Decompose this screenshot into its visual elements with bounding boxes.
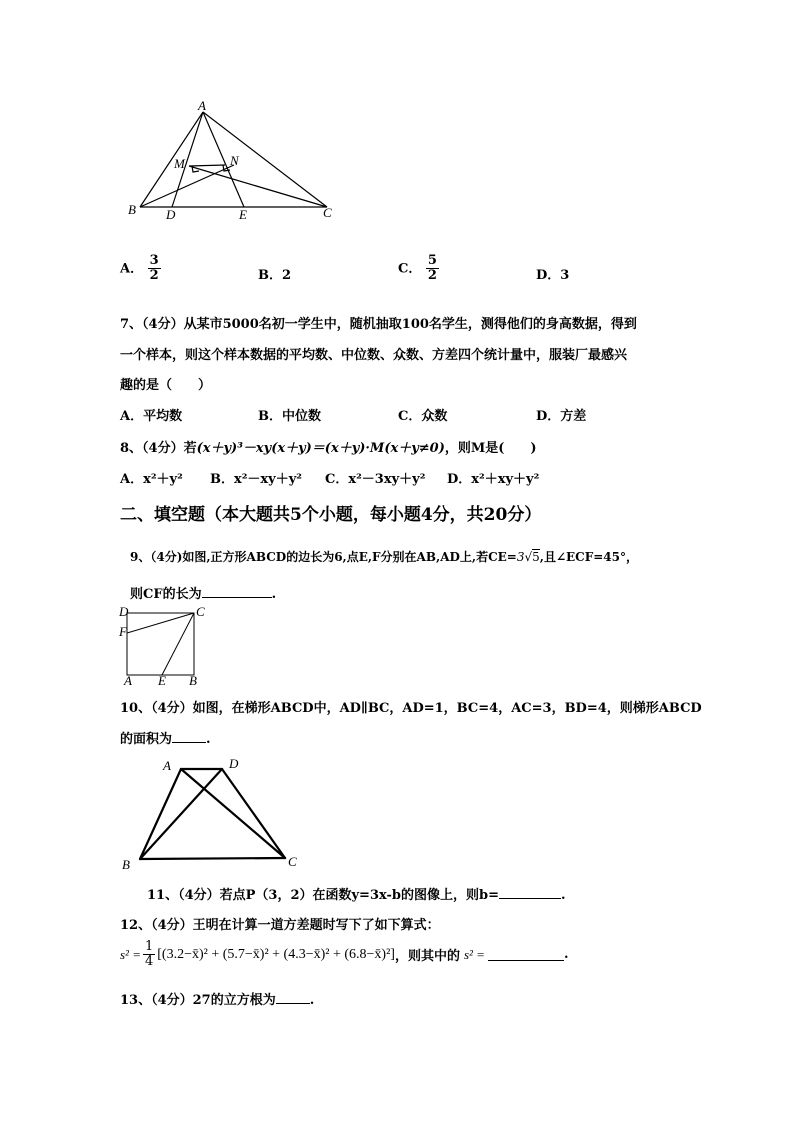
line-ac: [181, 769, 285, 858]
label-d: D: [229, 756, 239, 771]
q8-option-d[interactable]: D．x²＋xy＋y²: [447, 472, 540, 487]
line-cf: [127, 613, 194, 633]
q8-stem: 8、（4分）若(x＋y)³－xy(x＋y)＝(x＋y)·M(x＋y≠0)，则M是( ): [120, 441, 537, 456]
answer-blank[interactable]: [499, 886, 561, 899]
fraction: $\frac{5}{2}$: [427, 253, 437, 284]
label-b: B: [128, 202, 136, 217]
sqrt-symbol: √: [524, 550, 533, 564]
q7-line3: 趣的是（ ）: [120, 378, 212, 393]
label-c: C: [196, 606, 205, 619]
q7-option-c[interactable]: C．众数: [398, 409, 448, 424]
label-e: E: [158, 673, 166, 688]
q6-option-a[interactable]: A． $\frac{3}{2}$: [120, 253, 159, 284]
label-m: M: [174, 156, 185, 171]
fraction: $\frac{3}{2}$: [149, 253, 159, 284]
fraction: $\frac{1}{4}$: [144, 939, 154, 970]
q11-line: 11、（4分）若点P（3，2）在函数y=3x-b的图像上，则b= .: [147, 888, 566, 903]
q8-option-c[interactable]: C．x²－3xy＋y²: [325, 472, 426, 487]
q8-option-b[interactable]: B．x²－xy＋y²: [210, 472, 302, 487]
label-a: A: [124, 673, 132, 688]
q13-line: 13、（4分）27的立方根为 .: [120, 993, 315, 1008]
q7-line2: 一个样本，则这个样本数据的平均数、中位数、众数、方差四个统计量中，服装厂最感兴: [120, 348, 628, 363]
answer-blank[interactable]: [202, 585, 272, 598]
line-ac: [203, 112, 327, 207]
q10-line2: 的面积为 .: [120, 732, 211, 747]
q10-figure: [118, 752, 308, 874]
answer-blank[interactable]: [172, 730, 206, 743]
q9-line2: 则CF的长为 .: [130, 587, 277, 602]
line-bd: [140, 769, 222, 859]
q7-line1: 7、（4分）从某市5000名初一学生中，随机抽取100名学生，测得他们的身高数据，得到: [120, 317, 637, 332]
section-title: 二、填空题（本大题共5个小题，每小题4分，共20分）: [120, 505, 542, 525]
label-e: E: [239, 207, 247, 222]
q6-figure: [120, 100, 340, 225]
label-d: D: [119, 606, 129, 619]
q8-option-a[interactable]: A．x²＋y²: [120, 472, 183, 487]
q6-option-b[interactable]: B．2: [258, 268, 292, 283]
line-cm: [189, 166, 327, 207]
q12-line1: 12、（4分）王明在计算一道方差题时写下了如下算式：: [120, 918, 440, 933]
q9-line1: 9、（4分)如图,正方形ABCD的边长为6,点E,F分别在AB,AD上,若CE=3√5,且∠ECF=45°，: [130, 550, 638, 564]
label-b: B: [122, 857, 130, 872]
q12-formula: s² = $\frac{1}{4}$ [(3.2−x̄)² + (5.7−x̄)² + (4.3−x̄)² + (6.8−x̄)²] ，则其中的 s² = .: [120, 939, 569, 970]
label-c: C: [288, 854, 297, 869]
q9-figure: [116, 606, 206, 688]
line-ce: [162, 613, 194, 675]
q6-option-c[interactable]: C． $\frac{5}{2}$: [398, 253, 437, 284]
q7-option-d[interactable]: D．方差: [536, 409, 587, 424]
q10-line1: 10、（4分）如图，在梯形ABCD中，AD∥BC，AD=1，BC=4，AC=3，BD=4，则梯形ABCD: [120, 701, 702, 716]
answer-blank[interactable]: [488, 948, 564, 961]
label-b: B: [189, 673, 197, 688]
line-bc: [140, 858, 285, 859]
line-ab: [140, 769, 181, 859]
line-mn: [189, 165, 225, 166]
label-c: C: [323, 205, 332, 220]
label-a: A: [163, 758, 171, 773]
label-f: F: [119, 624, 127, 639]
answer-blank[interactable]: [276, 991, 310, 1004]
label-d: D: [166, 207, 176, 222]
q7-option-b[interactable]: B．中位数: [258, 409, 321, 424]
label-a: A: [198, 100, 206, 113]
q7-option-a[interactable]: A．平均数: [120, 409, 183, 424]
square-abcd: [127, 613, 194, 675]
label-n: N: [230, 153, 239, 168]
q6-option-d[interactable]: D．3: [536, 268, 570, 283]
